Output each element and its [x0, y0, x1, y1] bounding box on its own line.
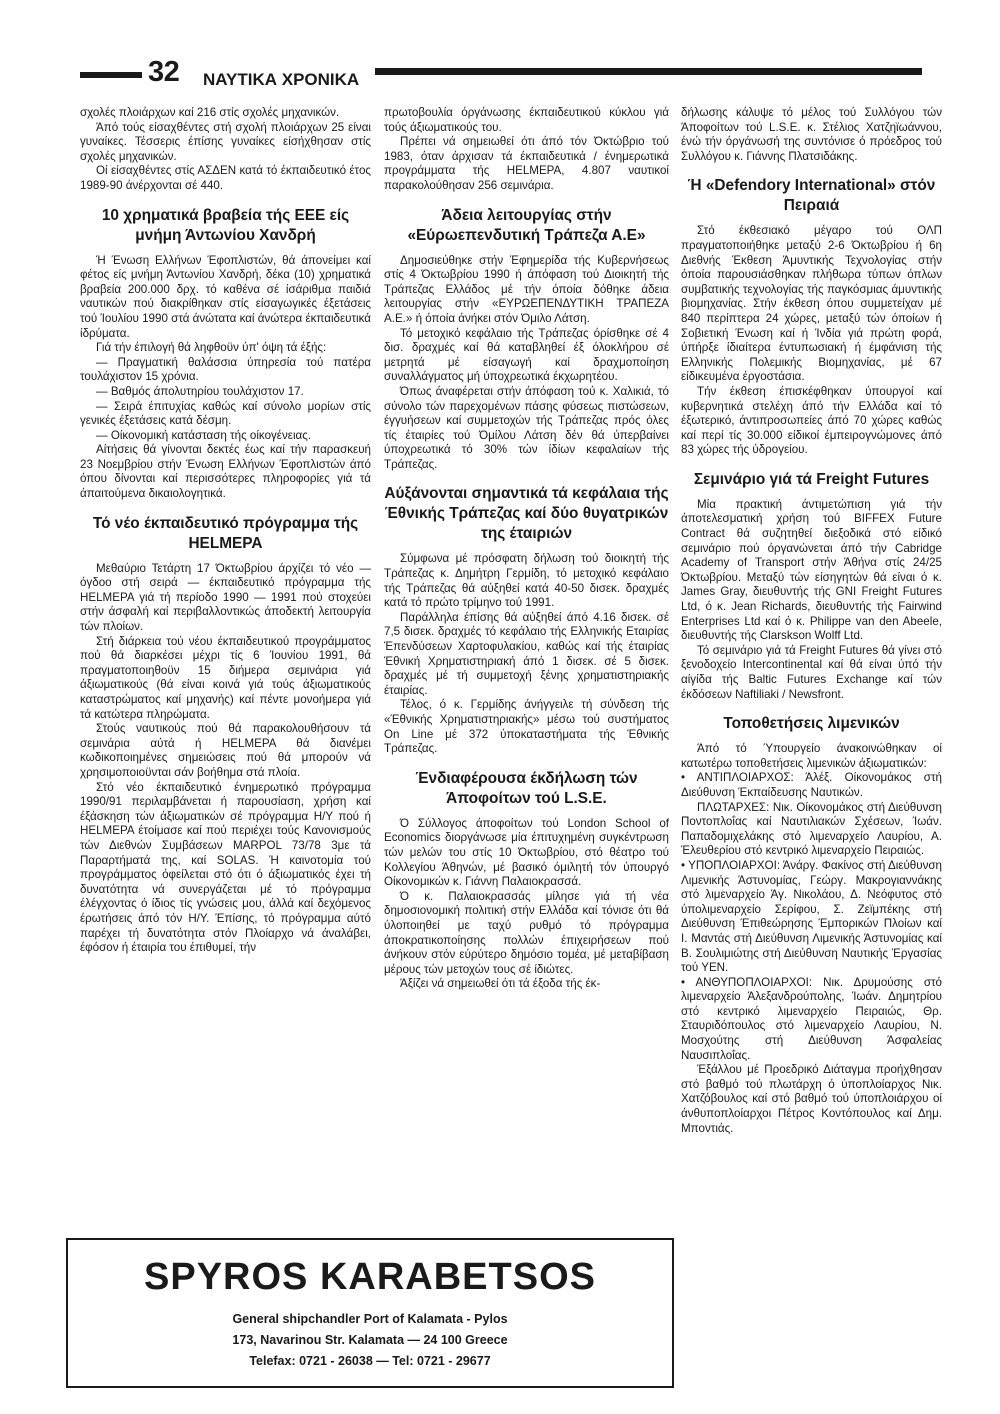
article-headline: Τοποθετήσεις λιμενικών [723, 715, 900, 733]
ad-line: 173, Navarinou Str. Kalamata — 24 100 Greece [232, 1333, 508, 1347]
column-3 [681, 106, 942, 1136]
paragraph: — Σειρά έπιτυχίας καθώς καί σύνολο μορίων στίς γενικές έξετάσεις κατά δέσμη. [80, 399, 371, 428]
paragraph: Ό Σύλλογος άποφοίτων τού London School of Economics διοργάνωσε μία έπιτυχημένη συγκέντρωση τών μελών του στίς 10 Όκτωβρίου, στό θέατρο τού Κολλεγίου Άθηνών, μέ βασικό όμιλητή τόν ύπουργό Οίκονομικών κ. Γιάννη Παλαιοκρασσά. [384, 816, 669, 889]
page-number: 32 [148, 56, 180, 88]
paragraph: Μία πρακτική άντιμετώπιση γιά τήν άποτελεσματική χρήση τού BIFFEX Future Contract θά συζητηθεί διεξοδικά στό είδικό σεμινάριο πού όργανώνεται άπό τήν Cabridge Academy of Transport στήν Άθήνα στίς 24/25 Όκτωβρίου. Μεταξύ τών είσηγητών θά είναι ό κ. James Gray, διευθυντής τής GNI Freight Futures Ltd, ό κ. Jean Richards, διευθυντής τής Fairwind Enterprises Ltd καί ό κ. Philippe van den Abeele, διευθυντής τής Clarskson Wolff Ltd. [681, 497, 942, 643]
paragraph: Οί είσαχθέντες στίς ΑΣΔΕΝ κατά τό έκπαιδευτικό έτος 1989-90 άνέρχονται σέ 440. [80, 164, 371, 192]
paragraph: • ΑΝΤΙΠΛΟΙΑΡΧΟΣ: Άλέξ. Οίκονομάκος στή Διεύθυνση Έκπαίδευσης Ναυτικών. [681, 771, 942, 799]
paragraph: Σύμφωνα μέ πρόσφατη δήλωση τού διοικητή τής Τράπεζας κ. Δημήτρη Γερμίδη, τό μετοχικό κεφάλαιο τής Τράπεζας θά αύξηθεί κατά 40-50 δισεκ. δραχμές κατά τό πρώτο τρίμηνο τού 1991. [384, 552, 669, 610]
advertisement-box [66, 1238, 674, 1388]
paragraph: Ό κ. Παλαιοκρασσάς μίλησε γιά τή νέα δημοσιονομική πολιτική στήν Ελλάδα καί τόνισε ότι θά ύλοποιηθεί με ταχύ ρυθμό τό πρόγραμμα άποκρατικοποίησης πολλών έπιχειρήσεων πού άνήκουν στόν εύρύτερο δημόσιο τομέα, μέ μεταβίβαση μέρους τών μετοχών τους σέ ίδιώτες. [384, 889, 669, 976]
article-headline: Αύξάνονται σημαντικά τά κεφάλαια τής Έθνικής Τράπεζας καί δύο θυγατρικών της έταιριών [384, 485, 669, 543]
header-rule-left [80, 72, 142, 78]
paragraph: Στό νέο έκπαιδευτικό ένημερωτικό πρόγραμμα 1990/91 περιλαμβάνεται ή παρουσίαση, χρήση καί έξάσκηση τών άξιωματικών σέ πρόγραμμα Η/Υ πού ή HELMEPA έτοίμασε καί πού περιέχει τούς Κανονισμούς τών Διεθνών Συμβάσεων MARPOL 73/78 3με τά Παραρτήματά της, καί SOLAS. Ή καινοτομία τού προγράμματος όφείλεται στό ότι ό άξιωματικός έχει τή δυνατότητα νά συνεργάζεται μέ τό πρόγραμμα έλέγχοντας ό ίδιος τίς γνώσεις μου, άλλά καί δεχόμενος έρωτήσεις άπό τόν Η/Υ. Έπίσης, τό πρόγραμμα αύτό παρέχει τή δυνατότητα στόν Πλοίαρχο νά άναλάβει, έφόσον ή έταιρία του έπιθυμεί, τήν [80, 780, 371, 955]
article-headline: Τό νέο έκπαιδευτικό πρόγραμμα τής HELMEPA [92, 514, 359, 552]
ad-line: General shipchandler Port of Kalamata - Pylos [232, 1312, 508, 1326]
article-headline: 10 χρηματικά βραβεία τής ΕΕΕ είς μνήμη Άντωνίου Χανδρή [101, 206, 350, 244]
paragraph: Στό έκθεσιακό μέγαρο τού ΟΛΠ πραγματοποιήθηκε μεταξύ 2-6 Όκτωβρίου ή 6η Διεθνής Έκθεση Άμυντικής Τεχνολογίας στήν όποία παρουσιάσθηκαν πλήθωρα τύπων όπλων συμβατικής τεχνολογίας τής παγκόσμιας άμυντικής βιομηχανίας. Στήν έκθεση όπου συμμετείχαν μέ 840 περίπτερα 24 χώρες, μεταξύ τών όποίων ή Σοβιετική Ένωση καί ή Ίνδία γιά πρώτη φορά, ύπήρξε ίδιαίτερα έντυπωσιακή ή έμφάνιση τής Ελληνικής Πολεμικής Βιομηχανίας, μέ 67 είδικευμένα έργοστάσια. [681, 224, 942, 384]
paragraph: Πρέπει νά σημειωθεί ότι άπό τόν Όκτώβριο τού 1983, όταν άρχισαν τά έκπαιδευτικά / ένημερωτικά προγράμματα τής HELMEPA, 4.807 ναυτικοί παρακολούθησαν 256 σεμινάρια. [384, 135, 669, 192]
paragraph: Όπως άναφέρεται στήν άπόφαση τού κ. Χαλικιά, τό σύνολο τών παρεχομένων πάσης φύσεως πιστώσεων, έγγυήσεων καί συμμετοχών τής Τράπεζας πρός όλες τίς έταιρίες τού Όμίλου Λάτση δέν θά ύπερβαίνει ύποχρεωτικά τό 30% τών ίδίων κεφαλαίων τής Τράπεζας. [384, 384, 669, 471]
paragraph: Δημοσιεύθηκε στήν Έφημερίδα τής Κυβερνήσεως στίς 4 Όκτωβρίου 1990 ή άπόφαση τού Διοικητή τής Τράπεζας Ελλάδος μέ τήν όποία δόθηκε άδεια λειτουργίας στήν «ΕΥΡΩΕΠΕΝΔΥΤΙΚΗ ΤΡΑΠΕΖΑ Α.Ε.» ή όποία άνήκει στόν Όμιλο Λάτση. [384, 253, 669, 325]
paragraph: σχολές πλοιάρχων καί 216 στίς σχολές μηχανικών. [80, 106, 340, 119]
paragraph: δήλωσης κάλυψε τό μέλος τού Συλλόγου τών Άποφοίτων τού L.S.E. κ. Στέλιος Χατζηϊωάννου, ένώ τήν όργάνωσή της συντόνισε ό πρόεδρος τού Συλλόγου κ. Γιάννης Πλατσιδάκης. [681, 106, 942, 163]
paragraph: Γιά τήν έπιλογή θά ληφθοϋν ύπ' όψη τά έξής: [96, 341, 327, 355]
article-headline: Ένδιαφέρουσα έκδήλωση τών Άποφοίτων τού L.S.E. [415, 769, 638, 807]
paragraph: Μεθαύριο Τετάρτη 17 Όκτωβρίου άρχίζει τό νέο — όγδοο στή σειρά — έκπαιδευτικό πρόγραμμα τής HELMEPA γιά τή περίοδο 1990 — 1991 πού στοχεύει στήν άσφαλή καί περιβαλλοντικώς άποδεκτή λειτουργία τών πλοίων. [80, 561, 371, 634]
publication-title: ΝΑΥΤΙΚΑ ΧΡΟΝΙΚΑ [203, 70, 360, 89]
column-1 [80, 106, 371, 956]
paragraph: — Πραγματική θαλάσσια ύπηρεσία τού πατέρα τουλάχιστον 15 χρόνια. [80, 355, 371, 384]
paragraph: • ΥΠΟΠΛΟΙΑΡΧΟΙ: Άνάργ. Φακίνος στή Διεύθυνση Λιμενικής Άστυνομίας, Γεώργ. Μακρογιαννάκης στό λιμεναρχείο Άγ. Νικολάου, Δ. Νεόφυτος στό ύπολιμεναρχείο Σερίφου, Σ. Ζεϊμπέκης στή Διεύθυνση Έπιθεώρησης Έμπορικών Πλοίων καί Ι. Μαντάς στή Διεύθυνση Λιμενικής Άστυνομίας καί Β. Σουλιμιώτης στή Διεύθυνση Ναυτικής Έργασίας τού ΥΕΝ. [681, 858, 942, 975]
paragraph: Τό μετοχικό κεφάλαιο τής Τράπεζας όρίσθηκε σέ 4 δισ. δραχμές καί θά καταβληθεί έξ όλοκλήρου σέ μετρητά μέ είσαγωγή καί δραχμοποίηση συναλλάγματος μή ύποχρεωτικά έκχωρητέου. [384, 326, 669, 384]
paragraph: — Οίκονομική κατάσταση τής οίκογένειας. [96, 428, 312, 442]
header-rule-right [375, 68, 922, 75]
paragraph: Άπό τούς είσαχθέντες στή σχολή πλοιάρχων 25 είναι γυναίκες. Τέσσερις έπίσης γυναίκες είσήχθησαν στίς σχολές μηχανικών. [80, 120, 371, 163]
ad-line: Telefax: 0721 - 26038 — Tel: 0721 - 29677 [249, 1354, 491, 1368]
paragraph: πρωτοβουλία όργάνωσης έκπαιδευτικού κύκλου γιά τούς άξιωματικούς του. [384, 106, 669, 134]
paragraph: Παράλληλα έπίσης θά αύξηθεί άπό 4.16 δισεκ. σέ 7,5 δισεκ. δραχμές τό κεφάλαιο τής Ελληνικής Εταιρίας Έπενδύσεων Χαρτοφυλακίου, καθώς καί τής έταιρίας Έθνική Χρηματιστηριακή άπό 1 δισεκ. σέ 5 δισεκ. δραχμές μέ τή συμμετοχή ξένης χρηματιστηριακής έταιρίας. [384, 610, 669, 697]
paragraph: ΠΛΩΤΑΡΧΕΣ: Νικ. Οίκονομάκος στή Διεύθυνση Ποντοπλοΐας καί Ναυτιλιακών Σχέσεων, Ίωάν. Παπαδομιχελάκης στό λιμεναρχείο Λαυρίου, Α. Έλευθερίου στό κεντρικό λιμεναρχείο Πειραιώς. [681, 800, 942, 858]
column-2 [384, 106, 669, 992]
paragraph: Τήν έκθεση έπισκέφθηκαν ύπουργοί καί κυβερνητικά στελέχη άπό τήν Ελλάδα καί τό έξωτερικό, άντιπροσωπείες άπό 70 χώρες καθώς καί περί τίς 30.000 είδικοί έμπειρογνώμονες άπό 83 χώρες τής ύδρογείου. [681, 384, 942, 457]
paragraph: • ΑΝΘΥΠΟΠΛΟΙΑΡΧΟΙ: Νικ. Δρυμούσης στό λιμεναρχείο Άλεξανδρούπολης, Ίωάν. Δημητρίου στό κεντρικό λιμεναρχείο Πειραιώς, Θρ. Σταυριδόπουλος στό λιμεναρχείο Λαυρίου, Ν. Μοσχούτης στή Διεύθυνση Άσφαλείας Ναυσιπλοΐας. [681, 975, 942, 1062]
article-headline: Ή «Defendory International» στόν Πειραιά [687, 177, 936, 215]
paragraph: Άξίζει νά σημειωθεί ότι τά έξοδα τής έκ- [400, 977, 601, 991]
paragraph: Τέλος, ό κ. Γερμίδης άνήγγειλε τή σύνδεση τής «Έθνικής Χρηματιστηριακής» μέσω τού συστήματος On Line μέ 372 ύποκαταστήματα τής Έθνικής Τράπεζας. [384, 698, 669, 756]
paragraph: Ή Ένωση Ελλήνων Έφοπλιστών, θά άπονείμει καί φέτος είς μνήμη Άντωνίου Χανδρή, δέκα (10) χρηματικά βραβεία 200.000 δρχ. τό καθένα σέ ίσάριθμα παιδιά ναυτικών πού διακρίθηκαν στίς είσαγωγικές έξετάσεις τού Ίουλίου 1990 στά άνώτατα καί άνώτερα έκπαιδευτικά ίδρύματα. [80, 253, 371, 340]
paragraph: Στούς ναυτικούς πού θά παρακολουθήσουν τά σεμινάρια αύτά ή HELMEPA θά διανέμει κωδικοποιημένες σημειώσεις πού θά μπορούν νά χρησιμοποιοϋνται σάν βοήθημα στά πλοία. [80, 722, 371, 779]
paragraph: Τό σεμινάριο γιά τά Freight Futures θά γίνει στό ξενοδοχείο Intercontinental καί θά είναι ύπό τήν αίγίδα τής Baltic Futures Exchange καί τών έκδόσεων Naftiliaki / Newsfront. [681, 643, 942, 701]
ad-brand: SPYROS KARABETSOS [144, 1256, 596, 1298]
paragraph: Έξάλλου μέ Προεδρικό Διάταγμα προήχθησαν στό βαθμό τού πλωτάρχη ό ύποπλοίαρχος Νικ. Χατζόβουλος καί στό βαθμό τού ύποπλοιάρχου οί άνθυποπλοίαρχοι Πέτρος Κοντόπουλος καί Δημ. Μποντιάς. [681, 1063, 942, 1135]
paragraph: — Βαθμός άπολυτηρίου τουλάχιστον 17. [96, 384, 304, 398]
article-headline: Άδεια λειτουργίας στήν «Εύρωεπενδυτική Τράπεζα Α.Ε» [407, 206, 646, 244]
paragraph: Άπό τό Ύπουργείο άνακοινώθηκαν οί κατωτέρω τοποθετήσεις λιμενικών άξιωματικών: [681, 742, 942, 770]
paragraph: Αίτήσεις θά γίνονται δεκτές έως καί τήν παρασκευή 23 Νοεμβρίου στήν Ένωση Ελλήνων Έφοπλιστών άπό όπου δίνονται καί περισσότερες πληροφορίες γιά τά άπαιτούμενα δικαιολογητικά. [80, 443, 371, 501]
article-headline: Σεμινάριο γιά τά Freight Futures [693, 470, 930, 488]
paragraph: Στή διάρκεια τού νέου έκπαιδευτικού προγράμματος πού θά διαρκέσει μέχρι τίς 6 Ίουνίου 1991, θά πραγματοποιηθοϋν 15 διήμερα σεμινάρια γιά άξιωματικούς (θά είναι κοινά γιά τούς άξιωματικούς καταστρώματος καί μηχανής) καί πέντε μονοήμερα γιά τά κατώτερα πληρώματα. [80, 634, 371, 721]
